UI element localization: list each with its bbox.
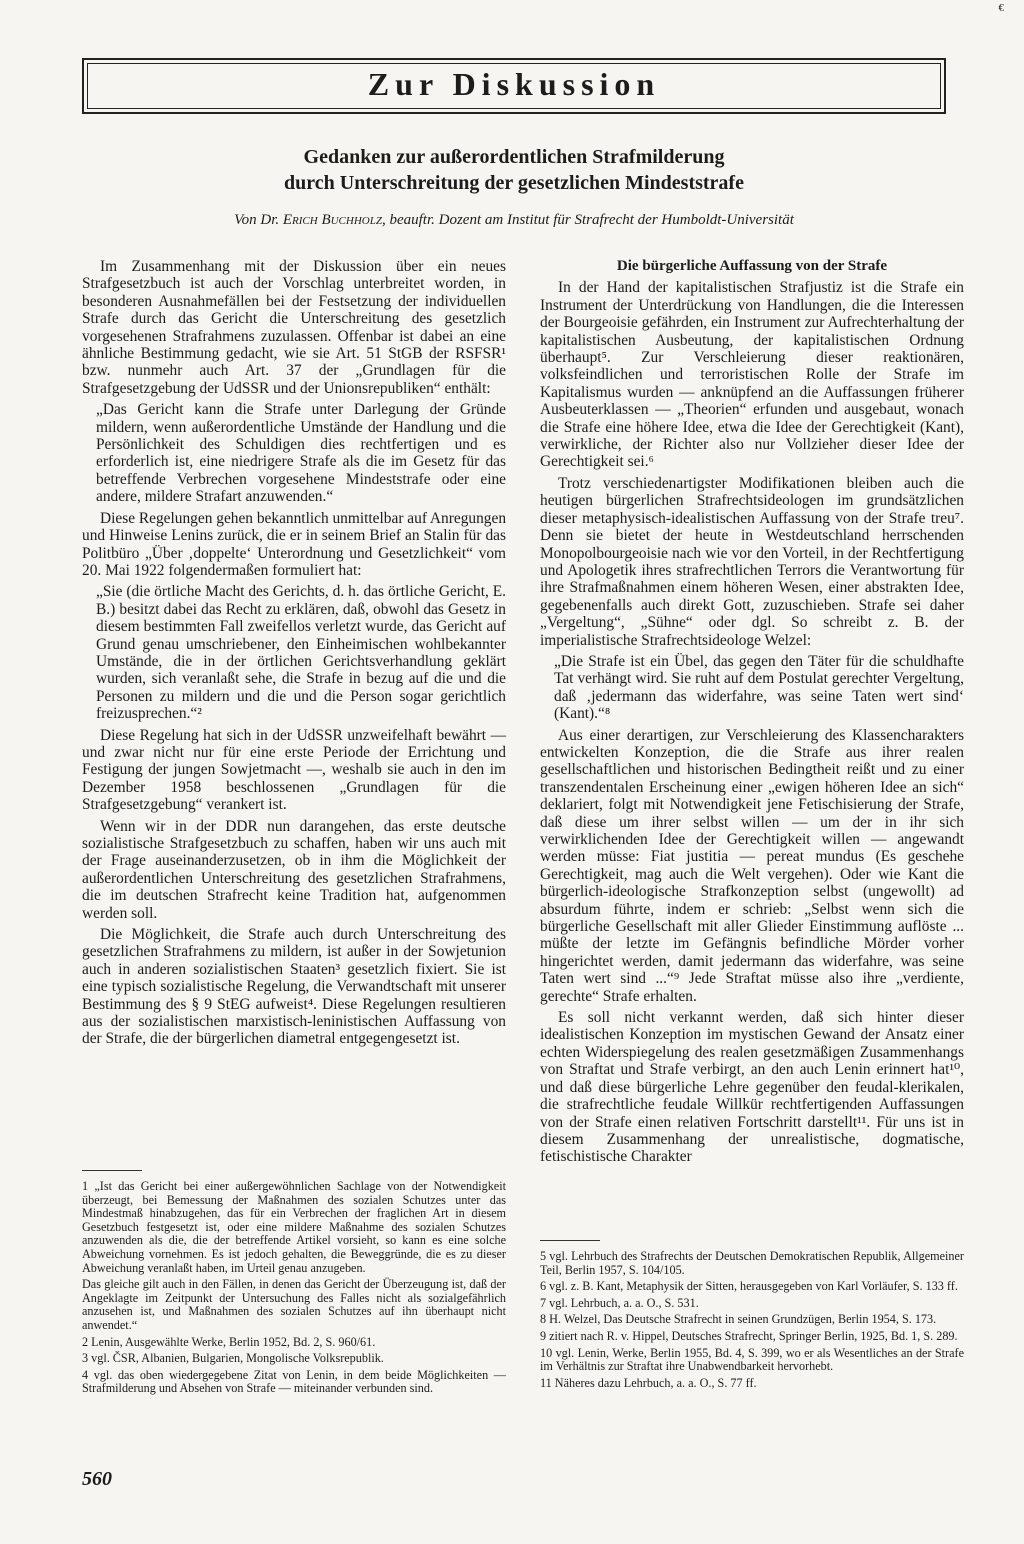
- byline: [82, 212, 946, 229]
- paragraph: Trotz verschiedenartigster Modifikationen bleiben auch die heutigen bürgerlichen Strafrechtsideologen im grundsätzlichen dieser metaphysisch-idealistischen Auffassung von der Strafe treu⁷. Denn sie bietet der heute in Westdeutschland herrschenden Monopolbourgeoisie nach wie vor den Vorteil, in der Rechtfertigung und Apologetik ihres strafrechtlichen Terrors die Verantwortung für ihre Strafmaßnahmen einem höheren Wesen, einer abstrakten Idee, gegebenenfalls auch direkt Gott, zuzuschieben. Strafe sei daher „Vergeltung“, „Sühne“ oder dgl. So schreibt z. B. der imperialistische Strafrechtsideologe Welzel:: [540, 474, 964, 649]
- paragraph: Es soll nicht verkannt werden, daß sich hinter dieser idealistischen Konzeption im mystischen Gewand der Ansatz einer echten Widerspiegelung des realen gesetzmäßigen Zusammenhangs von Straftat und Strafe verbirgt, an den auch Lenin erinnert hat¹⁰, und daß diese bürgerliche Lehre gegenüber den feudal-klerikalen, die strafrechtliche feudale Willkür rechtfertigenden Auffassungen von der Strafe einen relativen Fortschritt darstellt¹¹. Für uns ist in diesem Zusammenhang der unrealistische, dogmatische, fetischistische Charakter: [540, 1009, 964, 1166]
- footnote: 8 H. Welzel, Das Deutsche Strafrecht in seinen Grundzügen, Berlin 1954, S. 173.: [540, 1312, 937, 1327]
- footnote: Das gleiche gilt auch in den Fällen, in denen das Gericht der Überzeugung ist, daß der Angeklagte im Zeitpunkt der Untersuchung des Falles nicht als sozialgefährlich anzusehen ist, und Maßnahmen des sozialen Schutzes auf ihn überhaupt nicht anwendet.“: [82, 1277, 506, 1332]
- article-title: [82, 144, 946, 196]
- paragraph: Diese Regelungen gehen bekanntlich unmittelbar auf Anregungen und Hinweise Lenins zurück, die er in seinem Brief an Stalin für das Politbüro „Über ‚doppelte‘ Unterordnung und Gesetzlichkeit“ vom 20. Mai 1922 folgendermaßen formuliert hat:: [82, 509, 507, 579]
- paragraph: Wenn wir in der DDR nun darangehen, das erste deutsche sozialistische Strafgesetzbuch zu schaffen, haben wir uns auch mit der Frage auseinanderzusetzen, ob in ihm die Möglichkeit der außerordentlichen Unterschreitung des gesetzlichen Strafrahmens, die im deutschen Strafrecht keine Tradition hat, aufgenommen werden soll.: [82, 817, 506, 922]
- footnotes-left: [82, 1180, 506, 1399]
- footnote-separator-right: [540, 1240, 600, 1241]
- footnote: 9 zitiert nach R. v. Hippel, Deutsches Strafrecht, Springer Berlin, 1925, Bd. 1, S. 289.: [540, 1328, 958, 1343]
- footnotes-right: [540, 1250, 964, 1393]
- footnote: 4 vgl. das oben wiedergegebene Zitat von Lenin, in dem beide Möglichkeiten — Strafmilderung und Absehen von Strafe — miteinander verbunden sind.: [82, 1367, 506, 1396]
- byline-prefix: Von Dr.: [234, 212, 280, 228]
- paragraph: In der Hand der kapitalistischen Strafjustiz ist die Strafe ein Instrument der Unterdrückung von Handlungen, die die Interessen der Bourgeoisie gefährden, ein Instrument zur Aufrechterhaltung der kapitalistischen Ausbeutung, der kapitalistischen Ordnung überhaupt⁵. Zur Verschleierung dieser reaktionären, volksfeindlichen und terroristischen Rolle der Strafe im Kapitalismus wurden — anknüpfend an die Auffassungen früherer Ausbeuterklassen — „Theorien“ erfunden und ausgebaut, wonach die Strafe eine höhere Idee, etwa die Idee der Gerechtigkeit (Kant), verwirkliche, der Richter also nur Vollzieher dieser Idee der Gerechtigkeit sei.⁶: [540, 279, 964, 471]
- paragraph: Die Möglichkeit, die Strafe auch durch Unterschreitung des gesetzlichen Strafrahmens zu mildern, ist außer in der Sowjetunion auch in anderen sozialistischen Staaten³ gesetzlich fixiert. Sie ist eine typisch sozialistische Regelung, die Verwandtschaft mit unserer Bestimmung des § 9 StEG aufweist⁴. Diese Regelungen resultieren aus der sozialistischen marxistisch-leninistischen Auffassung von der Strafe, die der bürgerlichen diametral entgegengesetzt ist.: [82, 926, 506, 1048]
- footnote: 3 vgl. ČSR, Albanien, Bulgarien, Mongolische Volksrepublik.: [82, 1351, 384, 1366]
- footnote: 2 Lenin, Ausgewählte Werke, Berlin 1952, Bd. 2, S. 960/61.: [82, 1334, 376, 1349]
- right-column: [540, 258, 964, 1170]
- paragraph: Aus einer derartigen, zur Verschleierung des Klassencharakters entwickelten Konzeption, die die Strafe aus ihrer realen gesellschaftlichen und historischen Bedingtheit reißt und zu einer transzendentalen Erscheinung einer „ewigen höheren Idee an sich“ deklariert, folgt mit Notwendigkeit jene Fetischisierung der Strafe, daß diese um ihrer selbst willen — um der in ihr sich verwirklichenden Idee der Gerechtigkeit willen — angewandt werden müsse: Fiat justitia — pereat mundus (Es geschehe Gerechtigkeit, mag auch die Welt vergehen). Oder wie Kant die bürgerlich-ideologische Strafkonzeption selbst (ungewollt) ad absurdum führte, indem er schrieb: „Selbst wenn sich die bürgerliche Gesellschaft mit aller Glieder Einstimmung auflöste ... müßte der letzte im Gefängnis befindliche Mörder vorher hingerichtet werden, damit jedermann das widerfahre, was seine Taten wert sind ...“⁹ Jede Straftat müsse also ihre „verdiente, gerechte“ Strafe erhalten.: [540, 726, 964, 1005]
- block-quote: „Das Gericht kann die Strafe unter Darlegung der Gründe mildern, wenn außerordentliche Umstände der Handlung und die Persönlichkeit des Schuldigen dies rechtfertigen und es erforderlich ist, eine niedrigere Strafe als die im Gesetz für das betreffende Verbrechen vorgesehene Mindeststrafe oder eine andere, mildere Strafart anzuwenden.“: [96, 401, 506, 506]
- block-quote: „Sie (die örtliche Macht des Gerichts, d. h. das örtliche Gericht, E. B.) besitzt dabei das Recht zu erklären, daß, obwohl das Gesetz in diesem bestimmten Fall zweifellos verletzt wurde, das Gericht auf Grund genau umschriebener, den Einheimischen wohlbekannter Umstände, die in der örtlichen Gerichtsverhandlung geklärt wurden, sich veranlaßt sehe, die Strafe in bezug auf die und die Personen zu mildern und die und die Person sogar gerichtlich freizusprechen.“²: [96, 583, 506, 723]
- author-name: Erich Buchholz: [282, 212, 382, 228]
- section-header-box: [82, 58, 946, 114]
- section-heading: Die bürgerliche Auffassung von der Strafe: [616, 258, 888, 274]
- footnote: 11 Näheres dazu Lehrbuch, a. a. O., S. 77 ff.: [540, 1375, 757, 1390]
- paragraph: Diese Regelung hat sich in der UdSSR unzweifelhaft bewährt — und zwar nicht nur für eine erste Periode der Errichtung und Festigung der jungen Sowjetmacht —, weshalb sie auch in den im Dezember 1958 beschlossenen „Grundlagen für die Strafgesetzgebung“ verankert ist.: [82, 726, 506, 814]
- block-quote: „Die Strafe ist ein Übel, das gegen den Täter für die schuldhafte Tat verhängt wird. Sie ruht auf dem Postulat gerechter Vergeltung, daß ‚jedermann das widerfahre, was seine Taten wert sind‘ (Kant).“⁸: [554, 652, 964, 723]
- side-mark: €: [998, 2, 1004, 14]
- footnote: 5 vgl. Lehrbuch des Strafrechts der Deutschen Demokratischen Republik, Allgemeiner Teil, Berlin 1957, S. 104/105.: [540, 1249, 964, 1277]
- footnote: 7 vgl. Lehrbuch, a. a. O., S. 531.: [540, 1295, 699, 1310]
- byline-affiliation: , beauftr. Dozent am Institut für Strafrecht der Humboldt-Universität: [381, 212, 794, 228]
- page-number: 560: [82, 1468, 112, 1490]
- left-column: [82, 258, 506, 1052]
- footnote: 1 „Ist das Gericht bei einer außergewöhnlichen Sachlage von der Notwendigkeit überzeugt, bei Bemessung der Maßnahmen des sozialen Schutzes unter das Mindestmaß hinabzugehen, das für ein Verbrechen der fraglichen Art in diesem Gesetzbuch festgesetzt ist, oder eine mildere Maßnahme des sozialen Schutzes anzuwenden als die, die der betreffende Artikel vorsieht, so kann es eine solche Abweichung vornehmen. Es ist jedoch gehalten, die Beweggründe, die es zu dieser Abweichung veranlaßt haben, im Urteil genau anzugeben.: [82, 1179, 506, 1275]
- footnote: 6 vgl. z. B. Kant, Metaphysik der Sitten, herausgegeben von Karl Vorläufer, S. 133 ff.: [540, 1279, 958, 1294]
- paragraph: Im Zusammenhang mit der Diskussion über ein neues Strafgesetzbuch ist auch der Vorschlag unterbreitet worden, in besonderen Ausnahmefällen bei der Festsetzung der individuellen Strafe durch das Gericht die Unterschreitung des gesetzlich vorgesehenen Strafrahmens zuzulassen. Offenbar ist dabei an eine ähnliche Bestimmung gedacht, wie sie Art. 51 StGB der RSFSR¹ bzw. nunmehr auch Art. 37 der „Grundlagen für die Strafgesetzgebung der UdSSR und der Unionsrepubliken“ enthält:: [82, 258, 506, 397]
- section-title: Zur Diskussion: [367, 66, 661, 102]
- article-title-line-1: Gedanken zur außerordentlichen Strafmilderung: [303, 146, 725, 168]
- footnote-separator-left: [82, 1170, 142, 1171]
- footnote: 10 vgl. Lenin, Werke, Berlin 1955, Bd. 4, S. 399, wo er als Wesentliches an der Strafe im Verhältnis zur Straftat ihre Unabwendbarkeit hervorhebt.: [540, 1345, 964, 1374]
- article-title-line-2: durch Unterschreitung der gesetzlichen Mindeststrafe: [284, 172, 744, 194]
